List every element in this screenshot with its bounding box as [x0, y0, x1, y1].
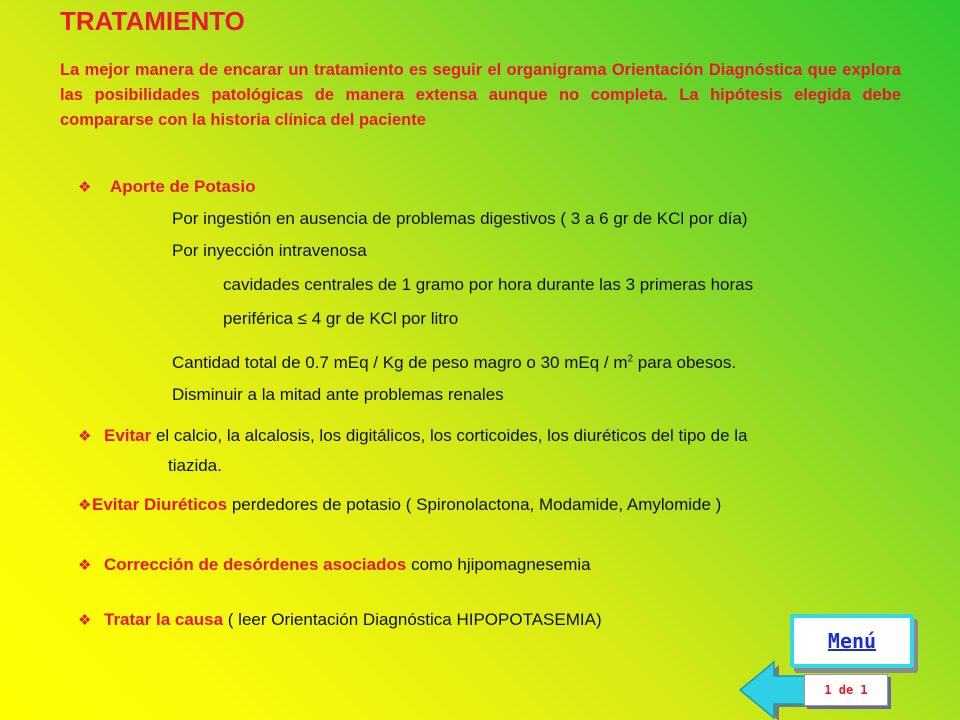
diamond-bullet-icon: ❖: [78, 497, 92, 514]
diamond-bullet-icon: ❖: [78, 428, 92, 445]
potasio-renal: Disminuir a la mitad ante problemas renales: [172, 385, 504, 404]
diamond-bullet-icon: ❖: [78, 179, 92, 196]
potasio-heading: Aporte de Potasio: [110, 177, 256, 196]
page-title: TRATAMIENTO: [60, 6, 245, 36]
potasio-total-text: Cantidad total de 0.7 mEq / Kg de peso magro o 30 mEq / m: [172, 353, 628, 372]
potasio-total: [172, 353, 736, 373]
page-indicator-text: 1 de 1: [824, 683, 868, 697]
evitar-text-line2: tiazida.: [168, 456, 222, 475]
correccion-label: Corrección de desórdenes asociados: [104, 555, 407, 574]
back-arrow-icon[interactable]: [738, 660, 808, 720]
page-indicator: [804, 674, 888, 706]
menu-button-label: Menú: [827, 629, 877, 653]
menu-button[interactable]: [790, 614, 914, 668]
evitar-row: [78, 426, 747, 446]
evitar-diureticos-row: [78, 495, 721, 515]
tratar-label: Tratar la causa: [104, 610, 224, 629]
potasio-iv: Por inyección intravenosa: [172, 241, 367, 260]
potasio-total-suffix: para obesos.: [633, 353, 737, 372]
tratar-text: ( leer Orientación Diagnóstica HIPOPOTASEMIA): [223, 610, 602, 629]
potasio-peripheral: periférica ≤ 4 gr de KCl por litro: [223, 309, 459, 328]
evitar-text: el calcio, la alcalosis, los digitálicos, los corticoides, los diuréticos del tipo de la: [151, 426, 748, 445]
potasio-oral: Por ingestión en ausencia de problemas digestivos ( 3 a 6 gr de KCl por día): [172, 209, 748, 228]
intro-paragraph: La mejor manera de encarar un tratamiento es seguir el organigrama Orientación Diagnóstica que explora las posibilidades patológicas de manera extensa aunque no completa. La hipótesis elegida debe compararse con la historia clínica del paciente: [60, 61, 901, 129]
diamond-bullet-icon: ❖: [78, 557, 92, 574]
evitar-label: Evitar: [104, 426, 152, 445]
correccion-row: [78, 555, 591, 575]
potasio-heading-row: [78, 177, 255, 197]
tratar-row: [78, 610, 602, 630]
diamond-bullet-icon: ❖: [78, 612, 92, 629]
evitar-diureticos-text: perdedores de potasio ( Spironolactona, Modamide, Amylomide ): [227, 495, 722, 514]
potasio-total-superscript: 2: [627, 353, 634, 365]
evitar-diureticos-label: Evitar Diuréticos: [92, 495, 228, 514]
potasio-central: cavidades centrales de 1 gramo por hora durante las 3 primeras horas: [223, 275, 754, 294]
correccion-text: como hjipomagnesemia: [406, 555, 591, 574]
